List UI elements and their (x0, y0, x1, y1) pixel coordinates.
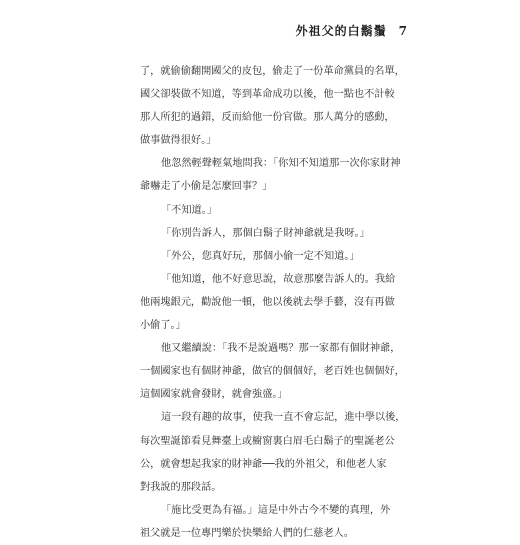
chapter-title: 外祖父的白鬍鬚 (295, 24, 387, 38)
text-line: 祖父就是一位專門樂於快樂給人們的仁慈老人。 (140, 527, 354, 539)
text-line: 「不知道。」 (161, 204, 218, 216)
text-line: 小偷了。」 (140, 320, 186, 332)
text-line: 這個國家就會發財，就會強盛。」 (140, 389, 288, 401)
text-line: 國父卻裝做不知道，等到革命成功以後，他一點也不計較 (140, 89, 395, 101)
text-line: 那人所犯的過錯，反而給他一份官做。那人萬分的感動， (140, 112, 395, 124)
running-header (296, 22, 408, 39)
text-line: 「你別告訴人，那個白鬍子財神爺就是我呀。」 (161, 227, 370, 239)
text-line: 爺嚇走了小偷是怎麼回事？」 (140, 181, 273, 193)
text-line: 他又繼續說：「我不是說過嗎？那一家都有個財神爺， (161, 343, 401, 355)
text-line: 公，就會想起我家的財神爺──我的外祖父，和他老人家 (140, 458, 387, 470)
text-line: 他兩塊銀元，勸說他一頓，他以後就去學手藝，沒有再做 (140, 296, 395, 308)
text-line: 這一段有趣的故事，使我一直不會忘記，進中學以後， (161, 412, 406, 424)
text-line: 「外公，您真好玩，那個小偷一定不知道。」 (161, 250, 360, 262)
text-line: 對我說的那段話。 (140, 481, 222, 493)
text-line: 做事做得很好。」 (140, 135, 217, 147)
text-line: 「他知道，他不好意思說，故意那麼告訴人的。我給 (161, 273, 396, 285)
text-line: 每次聖誕節看見舞臺上或櫥窗裏白眉毛白鬍子的聖誕老公 (140, 435, 395, 447)
text-line: 了，就偷偷翻開國父的皮包，偷走了一份革命黨員的名單， (140, 66, 405, 77)
body-text (140, 60, 406, 545)
text-line: 他忽然輕聲輕氣地問我：「你知不知道那一次你家財神 (161, 158, 401, 170)
page-number: 7 (398, 24, 408, 38)
text-line: 「施比受更為有福。」這是中外古今不變的真理，外 (161, 504, 391, 516)
text-line: 一個國家也有個財神爺，做官的個個好，老百姓也個個好， (140, 366, 405, 378)
